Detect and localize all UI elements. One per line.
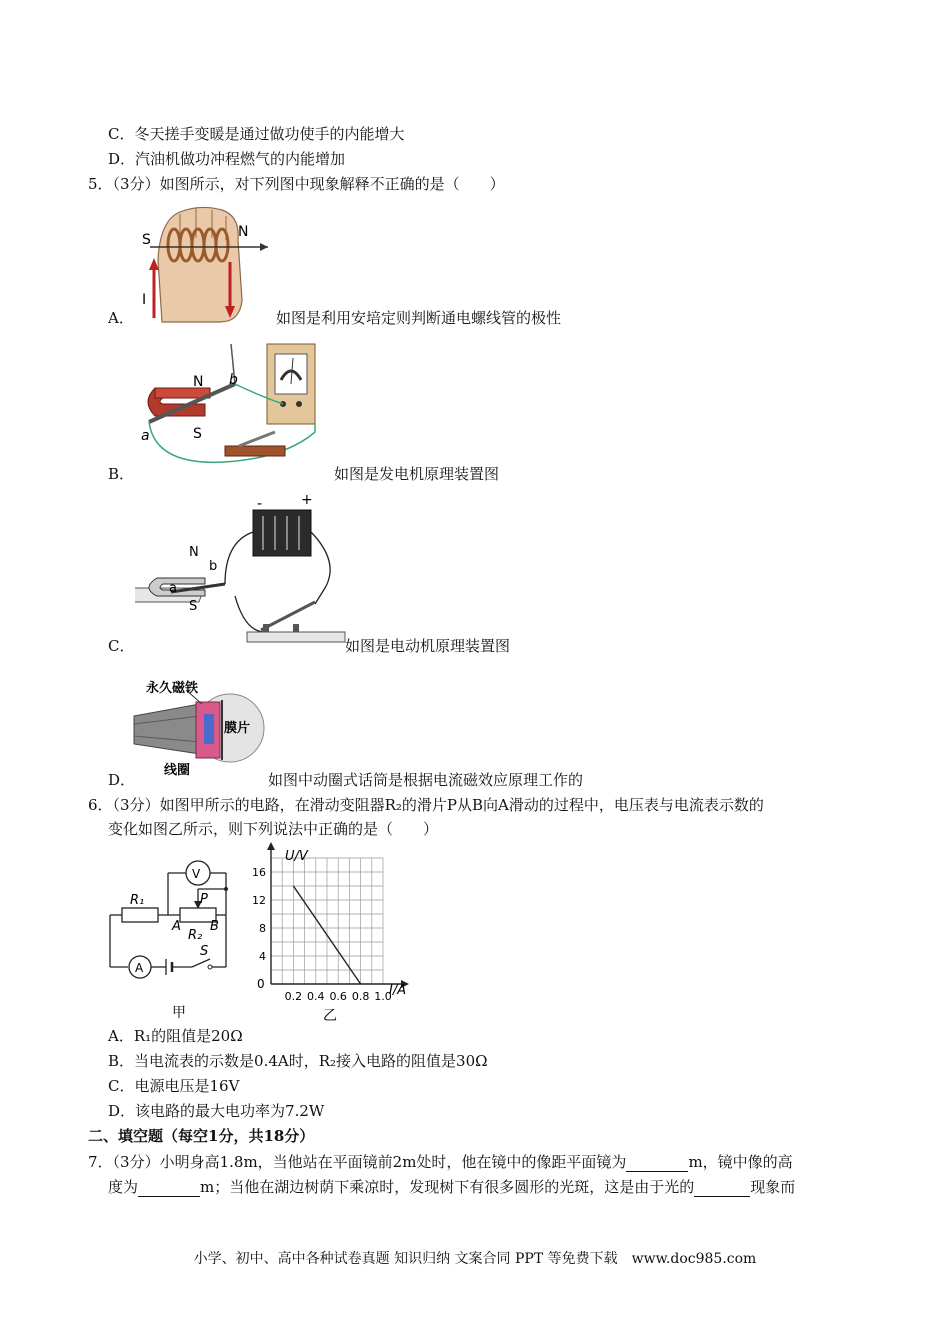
x-tick-label: 1.0 xyxy=(374,990,392,1003)
coil-label: 线圈 xyxy=(164,763,191,778)
battery-plus-label: + xyxy=(301,492,313,508)
y-axis-arrow xyxy=(267,842,275,850)
q5-option-c-text: 如图是电动机原理装置图 xyxy=(345,637,511,655)
node-b-label: B xyxy=(210,919,219,934)
q6-option-c: C．电源电压是16V xyxy=(108,1077,240,1095)
north-pole-label: N xyxy=(189,545,199,560)
switch-s-label: S xyxy=(200,944,209,959)
q5-option-a-letter: A． xyxy=(108,309,134,327)
q6-stem-line-1: 6．（3分）如图甲所示的电路，在滑动变阻器R₂的滑片P从B向A滑动的过程中，电压表与电流表示数的 xyxy=(88,796,764,814)
wire-end-a-label: a xyxy=(141,428,150,444)
q7-text-1a: 7．（3分）小明身高1.8m，当他站在平面镜前2m处时，他在镜中的像距平面镜为 xyxy=(88,1153,627,1171)
generator-figure xyxy=(135,336,335,466)
origin-label: 0 xyxy=(257,977,265,991)
q6-option-d: D．该电路的最大电功率为7.2W xyxy=(108,1102,325,1120)
graph-caption: 乙 xyxy=(323,1008,337,1024)
south-pole-label: S xyxy=(142,232,151,248)
current-label: I xyxy=(142,292,147,308)
motor-figure xyxy=(135,492,350,652)
circuit-caption: 甲 xyxy=(172,1005,186,1021)
y-tick-label: 4 xyxy=(259,950,266,963)
solenoid-hand-figure xyxy=(130,200,280,325)
south-pole-label: S xyxy=(189,599,198,614)
resistor-r1-label: R₁ xyxy=(130,893,145,908)
ammeter-symbol: A xyxy=(135,961,144,975)
north-pole-label: N xyxy=(238,224,249,240)
q5-option-d-text: 如图中动圈式话筒是根据电流磁效应原理工作的 xyxy=(268,771,584,789)
battery-minus-label: - xyxy=(257,496,263,512)
node-a-label: A xyxy=(172,919,181,934)
u-i-graph xyxy=(245,842,420,1027)
wire-end-b-label: b xyxy=(229,372,238,388)
q6-option-b: B．当电流表的示数是0.4A时，R₂接入电路的阻值是30Ω xyxy=(108,1052,488,1070)
answer-blank xyxy=(138,1180,200,1197)
answer-blank xyxy=(694,1180,750,1197)
y-tick-label: 12 xyxy=(252,894,266,907)
q7-text-2b: m；当他在湖边树荫下乘凉时，发现树下有很多圆形的光斑，这是由于光的 xyxy=(200,1178,695,1196)
section-heading: 二、填空题（每空1分，共18分） xyxy=(88,1127,315,1145)
x-axis-label: I/A xyxy=(389,983,407,998)
microphone-figure xyxy=(130,664,270,780)
q5-option-a-text: 如图是利用安培定则判断通电螺线管的极性 xyxy=(276,309,562,327)
slider-p-label: P xyxy=(200,892,208,907)
q5-option-b-letter: B． xyxy=(108,465,135,483)
y-tick-label: 16 xyxy=(252,866,266,879)
x-tick-label: 0.4 xyxy=(307,990,325,1003)
q5-option-d-letter: D． xyxy=(108,771,136,789)
q5-option-c-letter: C． xyxy=(108,637,135,655)
x-tick-label: 0.6 xyxy=(329,990,347,1003)
wire-end-a-label: a xyxy=(169,581,177,596)
wire-end-b-label: b xyxy=(209,559,218,574)
q7-text-2a: 度为 xyxy=(108,1178,139,1196)
answer-blank xyxy=(626,1155,688,1172)
q7-text-2c: 现象而 xyxy=(750,1178,796,1196)
q5-stem: 5．（3分）如图所示，对下列图中现象解释不正确的是（ ） xyxy=(88,175,505,193)
y-tick-label: 8 xyxy=(259,922,266,935)
q7-line-2 xyxy=(108,1177,795,1197)
voltmeter-symbol: V xyxy=(192,867,201,881)
x-tick-label: 0.8 xyxy=(351,990,370,1003)
diaphragm-label: 膜片 xyxy=(224,721,251,736)
rheostat-r2-label: R₂ xyxy=(188,928,203,943)
north-pole-label: N xyxy=(193,374,204,390)
q4-option-d: D．汽油机做功冲程燃气的内能增加 xyxy=(108,150,346,168)
q4-option-c: C．冬天搓手变暖是通过做功使手的内能增大 xyxy=(108,125,405,143)
x-tick-label: 0.2 xyxy=(284,990,303,1003)
q7-line-1 xyxy=(88,1152,793,1172)
q5-option-b-text: 如图是发电机原理装置图 xyxy=(334,465,500,483)
circuit-diagram xyxy=(100,855,245,1025)
q6-stem-line-2: 变化如图乙所示，则下列说法中正确的是（ ） xyxy=(108,820,439,838)
q7-text-1b: m，镜中像的高 xyxy=(688,1153,793,1171)
page-footer: 小学、初中、高中各种试卷真题 知识归纳 文案合同 PPT 等免费下载 www.doc985.com xyxy=(193,1251,757,1267)
permanent-magnet-label: 永久磁铁 xyxy=(146,681,199,696)
south-pole-label: S xyxy=(193,426,202,442)
y-axis-label: U/V xyxy=(285,849,308,864)
q6-option-a: A．R₁的阻值是20Ω xyxy=(108,1027,243,1045)
